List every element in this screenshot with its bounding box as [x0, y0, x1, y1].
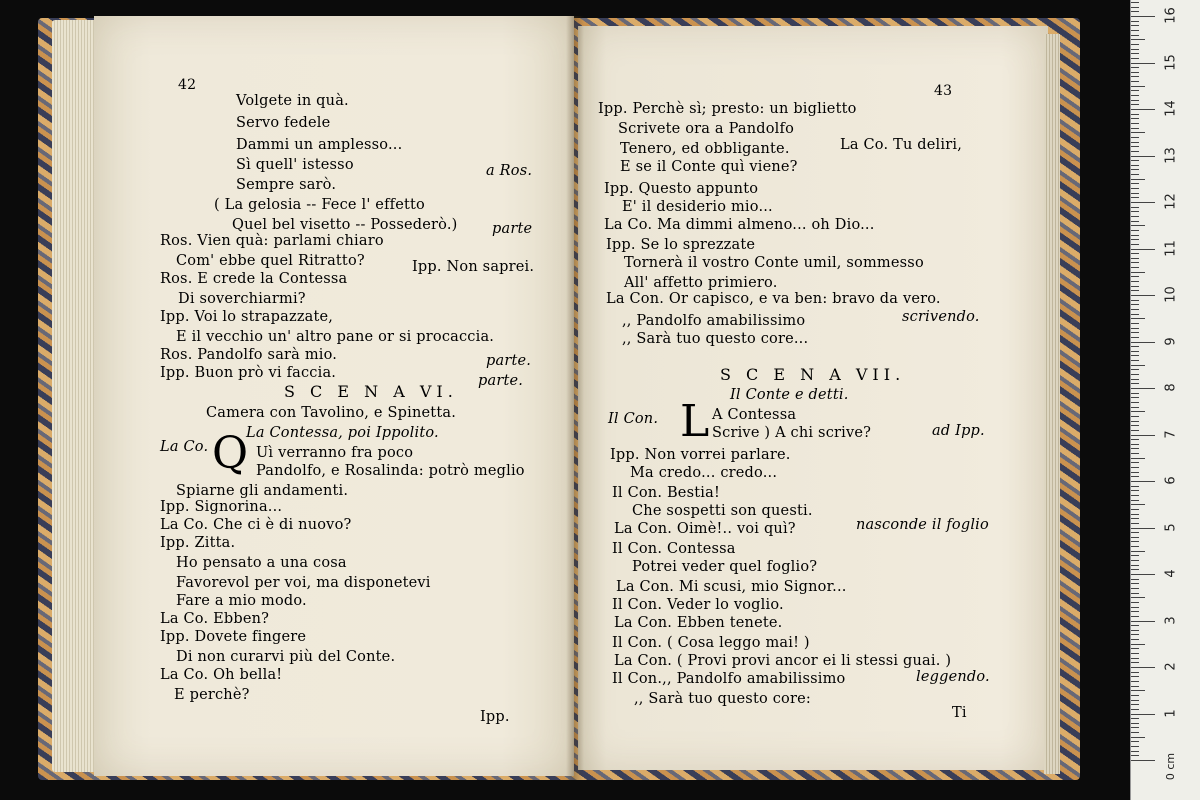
ruler-tick — [1131, 625, 1139, 626]
ruler-number: 2 — [1163, 662, 1179, 671]
dropcap-left: Q — [212, 428, 249, 479]
text-line: Ros. E crede la Contessa — [160, 271, 348, 287]
text-line: scrivendo. — [902, 309, 980, 325]
text-line: Ti — [952, 705, 967, 721]
text-line: Ros. Vien quà: parlami chiaro — [160, 233, 384, 249]
text-line: Il Con. Contessa — [612, 541, 736, 557]
ruler-tick — [1131, 486, 1139, 487]
ruler-tick — [1131, 128, 1139, 129]
ruler-tick — [1131, 690, 1145, 691]
text-line: parte. — [486, 353, 532, 369]
ruler-tick — [1131, 25, 1139, 26]
ruler-tick — [1131, 174, 1139, 175]
ruler-tick — [1131, 72, 1139, 73]
text-line: E perchè? — [174, 687, 250, 703]
ruler-tick — [1131, 188, 1139, 189]
text-line: ,, Sarà tuo questo core... — [622, 331, 809, 347]
ruler-tick — [1131, 221, 1139, 222]
text-line: Pandolfo, e Rosalinda: potrò meglio — [256, 463, 525, 479]
text-line: Tornerà il vostro Conte umil, sommesso — [624, 255, 924, 271]
ruler-tick — [1131, 746, 1139, 747]
ruler-tick — [1131, 314, 1139, 315]
text-line: La Co. Oh bella! — [160, 667, 283, 683]
text-line: Ho pensato a una cosa — [176, 555, 347, 571]
ruler-tick — [1131, 137, 1139, 138]
ruler-tick — [1131, 727, 1139, 728]
text-line: La Contessa, poi Ippolito. — [246, 425, 439, 441]
text-line: Sempre sarò. — [236, 177, 337, 193]
ruler-tick — [1131, 160, 1139, 161]
ruler-tick — [1131, 351, 1139, 352]
ruler-tick — [1131, 662, 1139, 663]
ruler-tick — [1131, 737, 1145, 738]
text-line: E se il Conte quì viene? — [620, 159, 798, 175]
text-line: Dammi un amplesso... — [236, 137, 403, 153]
ruler-tick — [1131, 393, 1139, 394]
ruler-number: 5 — [1163, 522, 1179, 532]
ruler-tick — [1131, 476, 1139, 477]
text-line: Ipp. — [480, 709, 510, 725]
ruler-tick — [1131, 607, 1139, 608]
ruler-tick — [1131, 374, 1139, 375]
ruler-tick — [1131, 602, 1139, 603]
text-line: nasconde il foglio — [856, 517, 989, 533]
text-line: Il Con. Veder lo voglio. — [612, 597, 784, 613]
ruler-tick — [1131, 504, 1145, 505]
ruler-tick — [1131, 448, 1139, 449]
text-line: Servo fedele — [236, 115, 331, 131]
ruler-tick — [1131, 44, 1139, 45]
ruler-tick — [1131, 718, 1139, 719]
ruler-tick — [1131, 630, 1139, 631]
ruler-tick — [1131, 621, 1155, 622]
ruler-tick — [1131, 453, 1139, 454]
ruler-tick — [1131, 193, 1139, 194]
ruler-tick — [1131, 518, 1139, 519]
ruler-tick — [1131, 216, 1139, 217]
ruler-tick — [1131, 472, 1139, 473]
ruler-tick — [1131, 309, 1139, 310]
ruler-tick — [1131, 156, 1155, 157]
ruler-tick — [1131, 495, 1139, 496]
ruler-tick — [1131, 58, 1139, 59]
ruler-tick — [1131, 653, 1139, 654]
ruler-tick — [1131, 258, 1139, 259]
page-edges-right — [1044, 34, 1060, 774]
text-line: La Con. Or capisco, e va ben: bravo da vero. — [606, 291, 941, 307]
ruler-tick — [1131, 509, 1139, 510]
text-line: Ipp. Signorina... — [160, 499, 283, 515]
text-line: E il vecchio un' altro pane or si procaccia. — [176, 329, 495, 345]
text-line: Ipp. Questo appunto — [604, 181, 759, 197]
text-line: Sì quell' istesso — [236, 157, 354, 173]
ruler-tick — [1131, 741, 1139, 742]
ruler-tick — [1131, 123, 1139, 124]
ruler-tick — [1131, 244, 1139, 245]
ruler-tick — [1131, 295, 1155, 296]
dropcap-right: L — [680, 396, 710, 447]
ruler-tick — [1131, 639, 1139, 640]
ruler-tick — [1131, 179, 1145, 180]
ruler-tick — [1131, 435, 1155, 436]
text-line: Ipp. Buon prò vi faccia. — [160, 365, 337, 381]
ruler-tick — [1131, 290, 1139, 291]
ruler-tick — [1131, 723, 1139, 724]
ruler-tick — [1131, 695, 1139, 696]
ruler-tick — [1131, 2, 1139, 3]
text-line: Ros. Pandolfo sarà mio. — [160, 347, 338, 363]
ruler-tick — [1131, 30, 1139, 31]
text-line: Il Con. — [608, 411, 659, 427]
ruler-tick — [1131, 751, 1139, 752]
ruler-tick — [1131, 67, 1139, 68]
ruler-tick — [1131, 183, 1139, 184]
book-gutter — [566, 16, 584, 780]
text-line: Il Con. ( Cosa leggo mai! ) — [612, 635, 810, 651]
ruler-tick — [1131, 249, 1155, 250]
ruler-number: 14 — [1163, 100, 1179, 117]
ruler-tick — [1131, 100, 1139, 101]
ruler-tick — [1131, 225, 1145, 226]
ruler-tick — [1131, 709, 1139, 710]
ruler-tick — [1131, 114, 1139, 115]
ruler-number: 16 — [1163, 7, 1179, 24]
ruler-tick — [1131, 360, 1139, 361]
text-line: La Con. Mi scusi, mio Signor... — [616, 579, 847, 595]
text-line: ,, Sarà tuo questo core: — [634, 691, 811, 707]
text-line: Ipp. Non saprei. — [412, 259, 535, 275]
ruler-tick — [1131, 202, 1155, 203]
ruler-tick — [1131, 169, 1139, 170]
ruler-tick — [1131, 490, 1139, 491]
ruler-tick — [1131, 551, 1145, 552]
ruler-tick — [1131, 481, 1155, 482]
scene-title-right: S C E N A VII. — [720, 365, 906, 384]
ruler-tick — [1131, 253, 1139, 254]
text-line: Ipp. Perchè sì; presto: un biglietto — [598, 101, 857, 117]
text-line: Ma credo... credo... — [630, 465, 778, 481]
text-line: Spiarne gli andamenti. — [176, 483, 349, 499]
ruler-tick — [1131, 109, 1155, 110]
text-line: Volgete in quà. — [236, 93, 349, 109]
ruler-tick — [1131, 644, 1145, 645]
text-line: Scrive ) A chi scrive? — [712, 425, 872, 441]
ruler-tick — [1131, 593, 1139, 594]
ruler-tick — [1131, 579, 1139, 580]
ruler-tick — [1131, 355, 1139, 356]
ruler-tick — [1131, 648, 1139, 649]
ruler-tick — [1131, 76, 1139, 77]
ruler-tick — [1131, 267, 1139, 268]
ruler-tick — [1131, 760, 1155, 761]
ruler-tick — [1131, 332, 1139, 333]
ruler-tick — [1131, 16, 1155, 17]
ruler-number: 12 — [1163, 193, 1179, 210]
text-line: La Con. Ebben tenete. — [614, 615, 783, 631]
ruler-tick — [1131, 197, 1139, 198]
ruler-tick — [1131, 304, 1139, 305]
ruler-tick — [1131, 616, 1139, 617]
ruler-tick — [1131, 7, 1139, 8]
text-line: Ipp. Dovete fingere — [160, 629, 307, 645]
text-line: La Co. Tu deliri, — [840, 137, 963, 153]
text-line: Fare a mio modo. — [176, 593, 307, 609]
ruler-tick — [1131, 379, 1139, 380]
ruler-tick — [1131, 35, 1139, 36]
ruler-tick — [1131, 755, 1139, 756]
ruler-tick — [1131, 514, 1139, 515]
text-line: Ipp. Zitta. — [160, 535, 236, 551]
ruler-tick — [1131, 569, 1139, 570]
ruler-tick — [1131, 281, 1139, 282]
ruler-tick — [1131, 555, 1139, 556]
page-number-left: 42 — [178, 77, 197, 93]
text-line: E' il desiderio mio... — [622, 199, 773, 215]
ruler-tick — [1131, 439, 1139, 440]
ruler-tick — [1131, 407, 1139, 408]
ruler-tick — [1131, 383, 1139, 384]
ruler-tick — [1131, 565, 1139, 566]
text-line: ,, Pandolfo amabilissimo — [622, 313, 806, 329]
ruler-tick — [1131, 541, 1139, 542]
ruler-tick — [1131, 300, 1139, 301]
ruler-number: 7 — [1163, 429, 1179, 439]
text-line: A Contessa — [712, 407, 797, 423]
ruler-number: 10 — [1163, 286, 1179, 303]
ruler-tick — [1131, 532, 1139, 533]
ruler-tick — [1131, 369, 1139, 370]
ruler-tick — [1131, 528, 1155, 529]
ruler-tick — [1131, 634, 1139, 635]
text-line: Quel bel visetto -- Possederò.) — [232, 217, 458, 233]
ruler-tick — [1131, 207, 1139, 208]
ruler-tick — [1131, 560, 1139, 561]
ruler-tick — [1131, 323, 1139, 324]
ruler-tick — [1131, 667, 1155, 668]
ruler-tick — [1131, 416, 1139, 417]
text-line: Uì verranno fra poco — [256, 445, 414, 461]
ruler-tick — [1131, 90, 1139, 91]
ruler-tick — [1131, 397, 1139, 398]
ruler-tick — [1131, 430, 1139, 431]
text-line: La Co. — [160, 439, 209, 455]
ruler-tick — [1131, 337, 1139, 338]
ruler-tick — [1131, 672, 1139, 673]
ruler-tick — [1131, 676, 1139, 677]
ruler-tick — [1131, 523, 1139, 524]
text-line: Il Conte e detti. — [730, 387, 849, 403]
ruler-tick — [1131, 704, 1139, 705]
ruler-tick — [1131, 411, 1145, 412]
ruler-tick — [1131, 658, 1139, 659]
ruler-tick — [1131, 276, 1139, 277]
text-line: Com' ebbe quel Ritratto? — [176, 253, 365, 269]
ruler-tick — [1131, 63, 1155, 64]
text-line: Che sospetti son questi. — [632, 503, 813, 519]
ruler-tick — [1131, 732, 1139, 733]
ruler-tick — [1131, 342, 1155, 343]
text-line: La Co. Ebben? — [160, 611, 270, 627]
ruler-tick — [1131, 235, 1139, 236]
page-number-right: 43 — [934, 83, 953, 99]
text-line: Di soverchiarmi? — [178, 291, 306, 307]
text-line: Tenero, ed obbligante. — [620, 141, 790, 157]
measuring-ruler — [1130, 0, 1200, 800]
ruler-tick — [1131, 118, 1139, 119]
ruler-tick — [1131, 681, 1139, 682]
ruler-tick — [1131, 462, 1139, 463]
text-line: Il Con.,, Pandolfo amabilissimo — [612, 671, 846, 687]
ruler-tick — [1131, 365, 1145, 366]
ruler-tick — [1131, 714, 1155, 715]
ruler-number: 11 — [1163, 239, 1179, 257]
text-line: La Co. Ma dimmi almeno... oh Dio... — [604, 217, 875, 233]
ruler-tick — [1131, 11, 1139, 12]
ruler-tick — [1131, 458, 1145, 459]
ruler-tick — [1131, 239, 1139, 240]
ruler-tick — [1131, 53, 1139, 54]
text-line: Favorevol per voi, ma disponetevi — [176, 575, 431, 591]
text-line: Scrivete ora a Pandolfo — [618, 121, 795, 137]
ruler-number: 13 — [1163, 146, 1179, 164]
text-line: Ipp. Se lo sprezzate — [606, 237, 756, 253]
ruler-tick — [1131, 421, 1139, 422]
ruler-tick — [1131, 700, 1139, 701]
text-line: La Con. ( Provi provi ancor ei li stessi guai. ) — [614, 653, 952, 669]
ruler-number: 15 — [1163, 53, 1179, 71]
text-line: a Ros. — [486, 163, 533, 179]
text-line: Ipp. Voi lo strapazzate, — [160, 309, 334, 325]
ruler-tick — [1131, 132, 1145, 133]
text-line: ( La gelosia -- Fece l' effetto — [214, 197, 425, 213]
ruler-tick — [1131, 444, 1139, 445]
ruler-tick — [1131, 597, 1145, 598]
ruler-tick — [1131, 142, 1139, 143]
ruler-tick — [1131, 686, 1139, 687]
ruler-tick — [1131, 39, 1145, 40]
ruler-tick — [1131, 21, 1139, 22]
ruler-tick — [1131, 286, 1139, 287]
ruler-tick — [1131, 583, 1139, 584]
ruler-tick — [1131, 328, 1139, 329]
ruler-tick — [1131, 346, 1139, 347]
text-line: Camera con Tavolino, e Spinetta. — [206, 405, 456, 421]
text-line: parte. — [478, 373, 524, 389]
text-line: Ipp. Non vorrei parlare. — [610, 447, 791, 463]
ruler-tick — [1131, 262, 1139, 263]
text-line: La Co. Che ci è di nuovo? — [160, 517, 352, 533]
ruler-tick — [1131, 81, 1139, 82]
text-line: leggendo. — [916, 669, 990, 685]
text-line: ad Ipp. — [932, 423, 985, 439]
ruler-tick — [1131, 230, 1139, 231]
ruler-number: 6 — [1163, 476, 1179, 485]
text-line: parte — [492, 221, 533, 237]
ruler-tick — [1131, 402, 1139, 403]
ruler-tick — [1131, 49, 1139, 50]
ruler-tick — [1131, 151, 1139, 152]
ruler-number: 1 — [1163, 708, 1179, 718]
text-line: Potrei veder quel foglio? — [632, 559, 818, 575]
ruler-tick — [1131, 546, 1139, 547]
ruler-tick — [1131, 318, 1145, 319]
ruler-tick — [1131, 86, 1145, 87]
ruler-tick — [1131, 104, 1139, 105]
ruler-tick — [1131, 537, 1139, 538]
text-line: Il Con. Bestia! — [612, 485, 720, 501]
ruler-tick — [1131, 500, 1139, 501]
text-line: La Con. Oimè!.. voi quì? — [614, 521, 796, 537]
scene-title-left: S C E N A VI. — [284, 382, 458, 401]
text-line: Di non curarvi più del Conte. — [176, 649, 396, 665]
ruler-tick — [1131, 467, 1139, 468]
ruler-tick — [1131, 211, 1139, 212]
ruler-tick — [1131, 425, 1139, 426]
ruler-number: 3 — [1163, 615, 1179, 625]
ruler-tick — [1131, 146, 1139, 147]
text-line: All' affetto primiero. — [624, 275, 778, 291]
ruler-tick — [1131, 165, 1139, 166]
ruler-tick — [1131, 95, 1139, 96]
ruler-tick — [1131, 388, 1155, 389]
ruler-unit-label: 0 cm — [1164, 752, 1178, 781]
ruler-tick — [1131, 574, 1155, 575]
ruler-tick — [1131, 272, 1145, 273]
ruler-tick — [1131, 588, 1139, 589]
ruler-tick — [1131, 611, 1139, 612]
ruler-number: 9 — [1163, 336, 1179, 346]
ruler-number: 4 — [1163, 569, 1179, 578]
ruler-number: 8 — [1163, 383, 1179, 392]
